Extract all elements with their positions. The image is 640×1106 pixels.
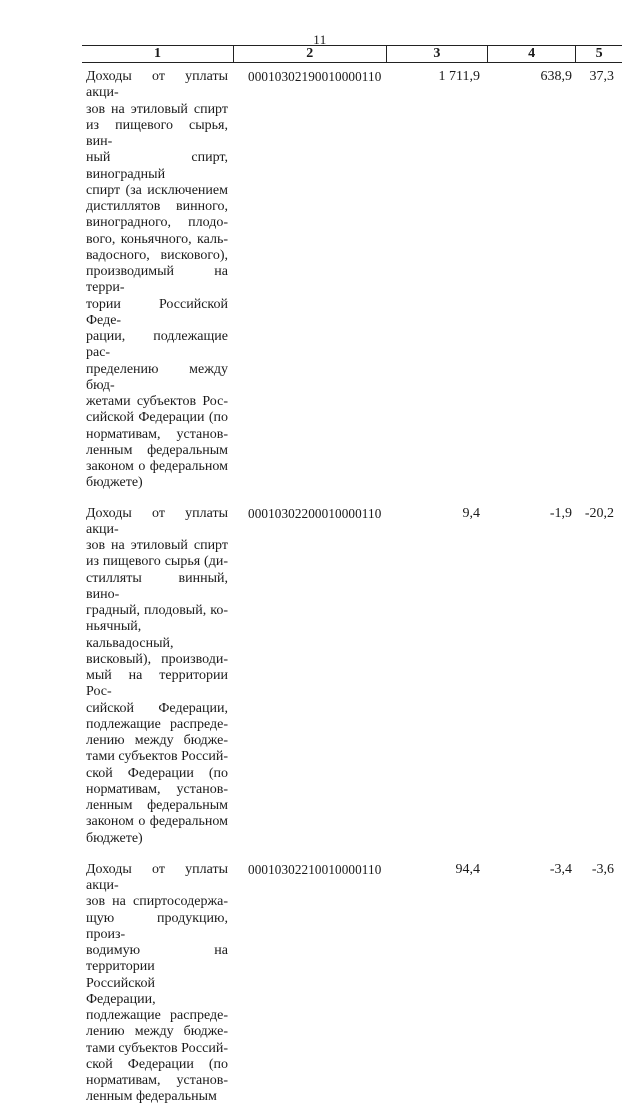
budget-classification-code: 00010302190010000110 [248,69,382,84]
description-line: градный, плодовый, ко- [86,603,228,618]
value-column-4: -3,4 [549,861,572,877]
column-header-4: 4 [487,46,575,62]
description-line: лению между бюдже- [86,733,228,748]
description-line: подлежащие распреде- [86,1008,228,1023]
table-body [82,69,622,1106]
description-line: нормативам, установ- [86,426,228,442]
description-line: бюджете) [86,475,143,491]
column-header-1: 1 [153,46,161,61]
description-line: бюджете) [86,830,143,846]
description-line: стилляты винный, вино- [86,570,228,602]
description-line: зов на спиртосодержа- [86,894,228,910]
revenue-description [82,862,234,1106]
budget-classification-code: 00010302200010000110 [248,505,382,521]
description-line: из пищевого сырья, вин- [86,117,228,149]
description-line: законом о федеральном [86,814,228,830]
description-line: ленным федеральным [86,798,228,813]
description-line: висковый), производи- [86,651,228,667]
description-line: из пищевого сырья (ди- [86,554,228,570]
description-line: мый на территории Рос- [86,668,228,700]
description-line: нормативам, установ- [86,1073,228,1088]
description-line: вадосного, вискового), [86,247,228,263]
revenue-description [82,69,234,492]
description-line: ской Федерации (по [86,1056,228,1072]
description-line: водимую на территории [86,943,228,975]
description-line: нормативам, установ- [86,781,228,797]
column-header-3: 3 [386,46,487,62]
value-column-4: 638,9 [540,69,572,84]
description-line: виноградного, плодо- [86,215,228,231]
description-line: Доходы от уплаты акци- [86,505,228,537]
column-header-2: 2 [233,46,386,62]
description-line: ленным федеральным [86,442,228,458]
description-line: ленным федеральным [86,1089,217,1105]
value-column-3: 94,4 [455,861,480,877]
description-line: сийской Федерации (по [86,410,228,426]
value-column-4: -1,9 [549,505,572,521]
description-line: тами субъектов Россий- [86,749,228,765]
description-line: лению между бюдже- [86,1024,228,1040]
value-column-3: 9,4 [462,505,480,521]
value-column-3: 1 711,9 [438,69,480,84]
value-column-5: -3,6 [591,861,614,877]
table-header-row [82,45,622,63]
description-line: вого, коньячного, каль- [86,231,228,247]
description-line: пределению между бюд- [86,361,228,393]
page-number: 11 [313,32,327,47]
description-line: ской Федерации (по [86,765,228,781]
description-line: рации, подлежащие рас- [86,329,228,361]
budget-classification-code: 00010302210010000110 [248,861,382,877]
description-line: Доходы от уплаты акци- [86,69,228,101]
description-line: ньячный, кальвадосный, [86,619,174,651]
description-line: законом о федеральном [86,459,228,474]
description-line: сийской Федерации, [86,700,228,716]
description-line: производимый на терри- [86,264,228,296]
description-line: подлежащие распреде- [86,716,228,732]
description-line: жетами субъектов Рос- [86,394,228,409]
value-column-5: 37,3 [589,69,614,84]
table-row [82,69,622,492]
description-line: спирт (за исключением [86,182,228,198]
description-line: тории Российской Феде- [86,296,228,328]
description-line: тами субъектов Россий- [86,1040,228,1056]
column-header-5: 5 [575,46,622,62]
description-line: зов на этиловый спирт [86,101,228,117]
description-line: Российской Федерации, [86,975,156,1007]
table-row [82,506,622,847]
description-line: щую продукцию, произ- [86,910,228,942]
description-line: дистиллятов винного, [86,199,228,214]
revenue-description [82,506,234,847]
value-column-5: -20,2 [584,505,614,521]
table-row [82,862,622,1106]
revenue-table [82,45,622,1106]
description-line: зов на этиловый спирт [86,538,228,553]
description-line: Доходы от уплаты акци- [86,861,228,893]
description-line: ный спирт, виноградный [86,150,228,182]
